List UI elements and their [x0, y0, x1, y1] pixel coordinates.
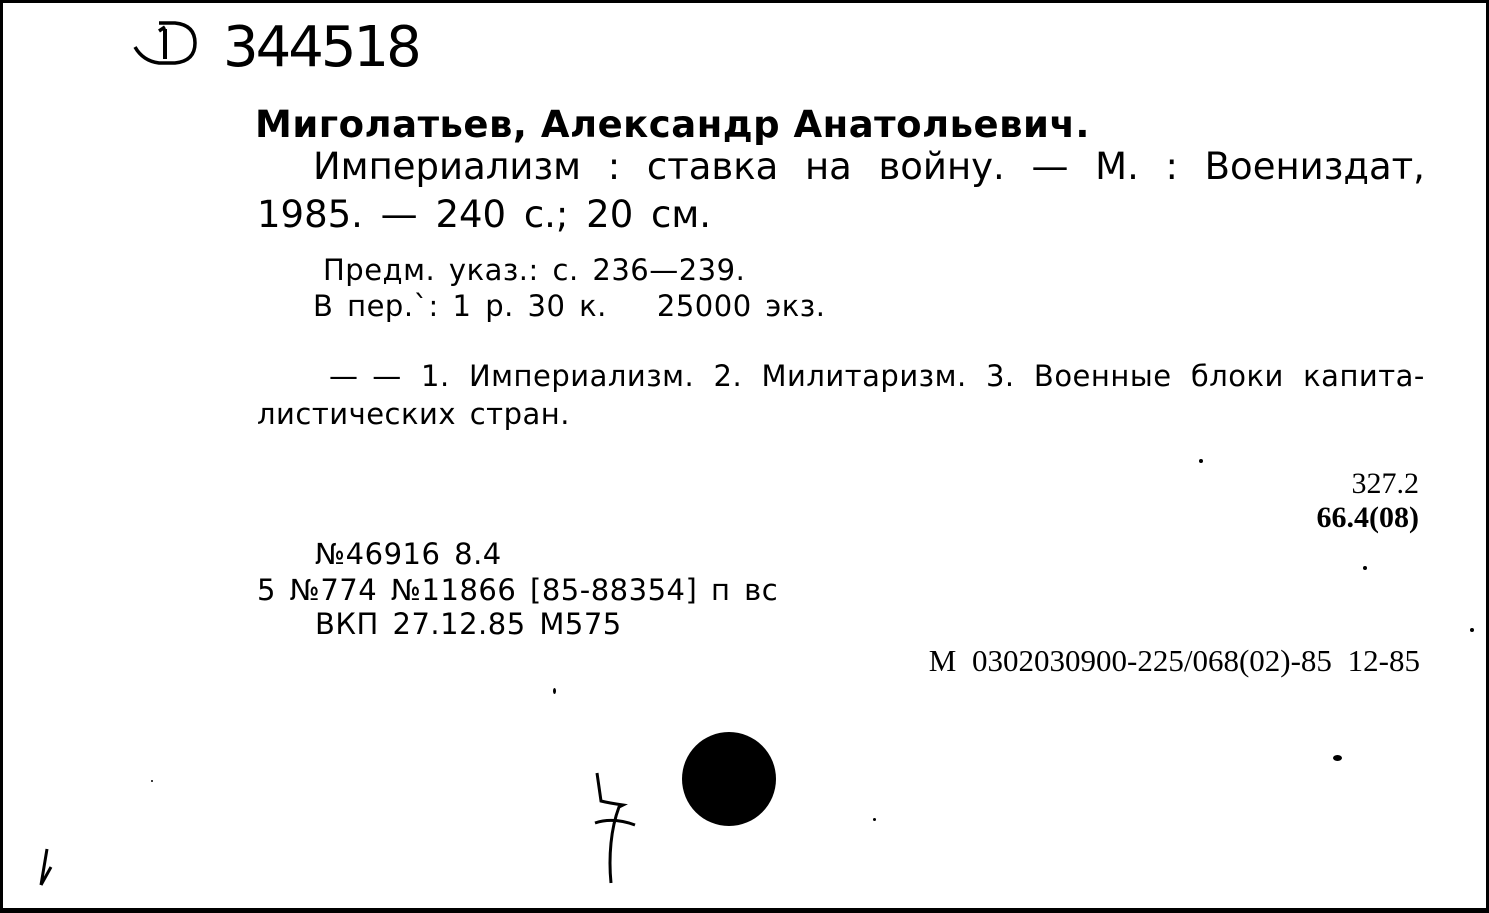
author-heading: Миголатьев, Александр Анатольевич. — [255, 103, 1090, 146]
subject-word: Империализм. — [468, 359, 695, 393]
speck — [553, 688, 556, 694]
title-word: на — [804, 145, 852, 188]
subject-word: 3. — [985, 359, 1015, 393]
index-note: Предм. указ.: с. 236—239. — [323, 253, 746, 287]
title-line-2: 1985. — 240 с.; 20 см. — [257, 193, 712, 236]
price-line — [313, 289, 825, 323]
subject-word: 2. — [713, 359, 743, 393]
title-word: : — [607, 145, 621, 188]
speck — [1199, 459, 1203, 463]
subject-word: Милитаризм. — [761, 359, 967, 393]
handwritten-stroke-icon — [33, 841, 63, 891]
subject-word: — — — [329, 359, 402, 393]
title-word: М. — [1095, 145, 1139, 188]
filled-circle-mark — [682, 732, 776, 826]
speck — [873, 818, 876, 821]
price: В пер.`: 1 р. 30 к. — [313, 289, 607, 323]
title-word: ставка — [646, 145, 779, 188]
title-line-1 — [313, 145, 1425, 188]
udc-code: 327.2 — [1351, 467, 1419, 500]
record-line-2: 5 №774 №11866 [85-88354] п вс — [257, 573, 779, 607]
subject-word: блоки — [1190, 359, 1284, 393]
print-run: 25000 экз. — [656, 289, 826, 323]
speck — [151, 780, 153, 782]
subjects-line-2: листических стран. — [257, 397, 570, 431]
record-line-3: ВКП 27.12.85 М575 — [315, 607, 622, 641]
speck — [1363, 566, 1367, 570]
record-line-1: №46916 8.4 — [315, 537, 502, 571]
title-word: — — [1031, 145, 1069, 188]
stamp-number: 344518 — [223, 15, 419, 80]
speck — [1470, 628, 1474, 632]
title-word: : — [1165, 145, 1178, 188]
subjects-line-1 — [329, 359, 1425, 393]
stamp-letter-d-icon — [129, 17, 201, 71]
subject-word: капита- — [1303, 359, 1425, 393]
classification-block — [1317, 467, 1419, 535]
title-word: Империализм — [313, 145, 582, 188]
subject-word: Военные — [1033, 359, 1172, 393]
title-word: Воениздат, — [1204, 145, 1425, 188]
subject-word: 1. — [421, 359, 450, 393]
handwritten-seven-icon — [589, 763, 649, 888]
title-word: войну. — [878, 145, 1005, 188]
speck — [1333, 755, 1342, 761]
publisher-codes: М 0302030900-225/068(02)-85 12-85 — [928, 643, 1420, 678]
bbk-code: 66.4(08) — [1316, 501, 1419, 534]
